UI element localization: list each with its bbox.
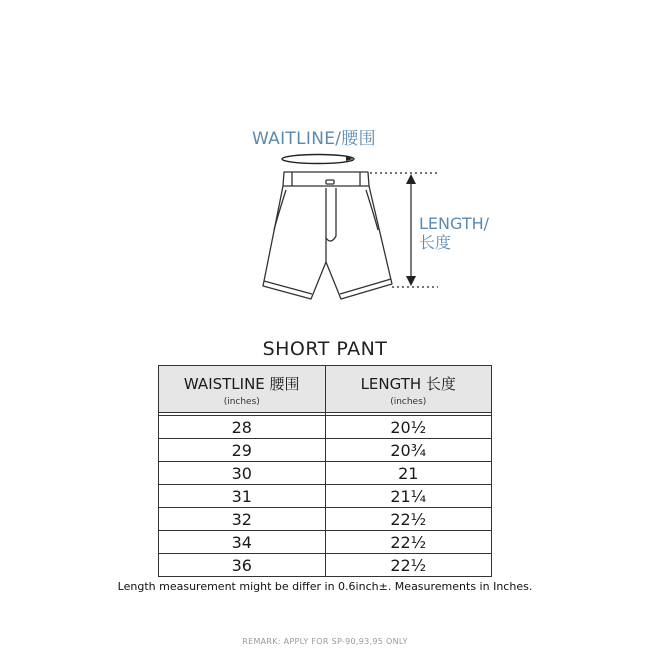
shorts-outline [263,172,392,299]
length-cell: 22½ [325,554,492,577]
waist-cell: 29 [159,439,326,462]
waist-cell: 28 [159,416,326,439]
length-label-line1: LENGTH/ [419,214,490,233]
table-row [159,508,492,531]
waist-arrow [282,155,354,164]
table-row [159,531,492,554]
waist-cell: 31 [159,485,326,508]
table-header-row [159,366,492,413]
header-length-label: LENGTH 长度 [360,375,456,393]
size-table [158,365,492,577]
header-length-unit: (inches) [390,397,427,407]
waistline-label: WAITLINE/腰围 [252,129,376,149]
length-label [419,214,489,252]
table-row [159,439,492,462]
table-row [159,416,492,439]
header-waistline [159,366,326,413]
length-cell: 22½ [325,531,492,554]
header-waistline-label: WAISTLINE 腰围 [183,375,300,393]
measurement-note: Length measurement might be differ in 0.6inch±. Measurements in Inches. [117,580,533,593]
header-waistline-unit: (inches) [223,397,260,407]
length-arrowhead-top [406,174,416,184]
table-row [159,554,492,577]
length-arrowhead-bottom [406,276,416,286]
waist-cell: 32 [159,508,326,531]
remark-text: REMARK: APPLY FOR SP-90,93,95 ONLY [242,637,408,646]
length-label-line2: 长度 [419,233,452,252]
table-row [159,462,492,485]
length-cell: 20¾ [325,439,492,462]
length-cell: 20½ [325,416,492,439]
waist-cell: 36 [159,554,326,577]
waist-cell: 34 [159,531,326,554]
header-length [325,366,492,413]
table-row [159,485,492,508]
length-cell: 21¼ [325,485,492,508]
length-cell: 22½ [325,508,492,531]
shorts-diagram [0,0,650,320]
chart-title: SHORT PANT [262,338,388,360]
length-cell: 21 [325,462,492,485]
waist-cell: 30 [159,462,326,485]
